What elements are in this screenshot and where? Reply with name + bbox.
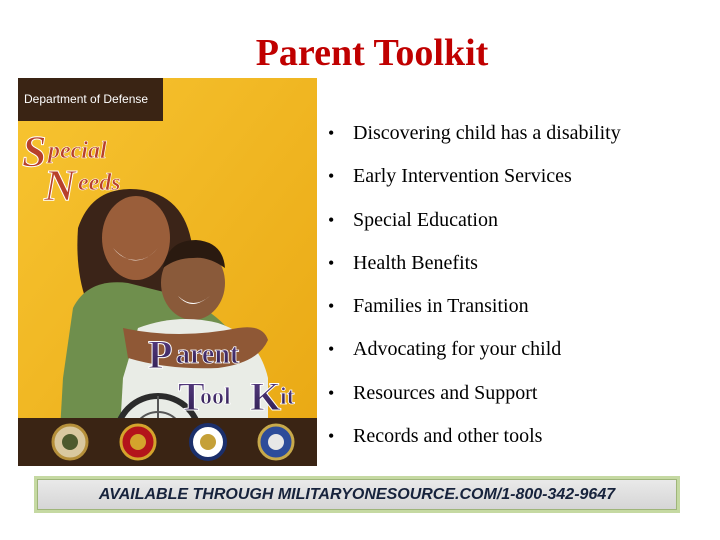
svg-text:S: S xyxy=(22,127,47,176)
list-item-label: Discovering child has a disability xyxy=(353,122,621,144)
svg-text:N: N xyxy=(44,161,76,210)
list-item-label: Early Intervention Services xyxy=(353,165,572,188)
list-item-label: Families in Transition xyxy=(353,295,529,318)
svg-text:pecial: pecial xyxy=(48,138,107,164)
slide-title: Parent Toolkit xyxy=(255,32,489,74)
list-item-label: Special Education xyxy=(353,208,498,231)
list-item-label: Resources and Support xyxy=(353,381,538,404)
svg-text:it: it xyxy=(280,384,295,410)
svg-text:ool: ool xyxy=(200,384,231,410)
air-force-seal-icon xyxy=(259,425,293,459)
svg-text:T: T xyxy=(178,374,205,419)
list-item-label: Advocating for your child xyxy=(353,338,562,361)
bullet-icon: • xyxy=(328,339,335,360)
svg-text:P: P xyxy=(148,332,173,377)
marines-seal-icon xyxy=(121,425,155,459)
list-item-label: Health Benefits xyxy=(353,251,478,274)
list-item xyxy=(328,113,708,156)
cover-illustration xyxy=(18,78,317,466)
list-item xyxy=(328,286,708,329)
bullet-icon: • xyxy=(328,209,335,230)
list-item xyxy=(328,416,708,459)
list-item xyxy=(328,243,708,286)
department-of-defense-banner: Department of Defense xyxy=(18,78,163,121)
svg-text:arent: arent xyxy=(176,339,240,370)
toolkit-cover-image xyxy=(18,78,317,466)
bullet-icon: • xyxy=(328,382,335,403)
bullet-icon: • xyxy=(328,296,335,317)
availability-footer: AVAILABLE THROUGH MILITARYONESOURCE.COM/1-800-342-9647 xyxy=(34,476,680,513)
list-item xyxy=(328,200,708,243)
list-item-label: Records and other tools xyxy=(353,425,543,448)
army-seal-icon xyxy=(53,425,87,459)
toolkit-topics-list xyxy=(328,113,708,459)
list-item xyxy=(328,329,708,372)
bullet-icon: • xyxy=(328,252,335,273)
bullet-icon: • xyxy=(328,166,335,187)
list-item xyxy=(328,156,708,199)
bullet-icon: • xyxy=(328,426,335,447)
svg-text:eeds: eeds xyxy=(78,170,121,196)
svg-text:K: K xyxy=(250,374,282,419)
navy-seal-icon xyxy=(191,425,225,459)
list-item xyxy=(328,373,708,416)
bullet-icon: • xyxy=(328,123,335,143)
